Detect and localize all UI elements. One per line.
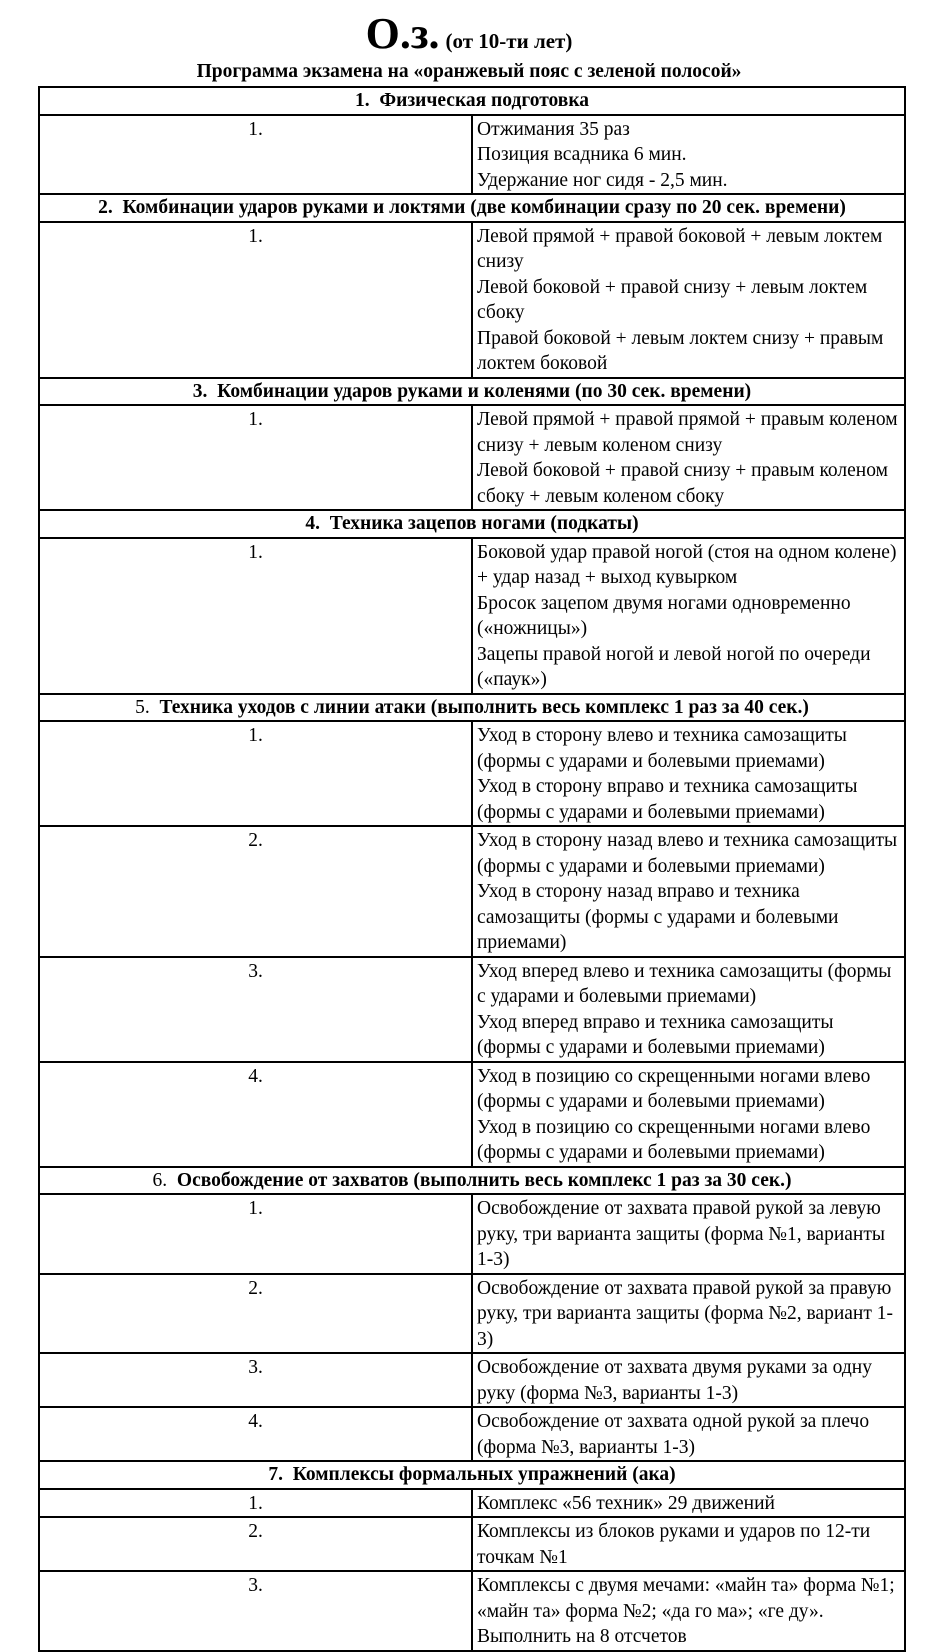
item-line: Уход вперед вправо и техника самозащиты (формы с ударами и болевыми приемами) [477, 1011, 834, 1058]
exam-program-table [38, 86, 906, 1652]
item-number: 1. [39, 721, 472, 826]
section-header-row [39, 694, 905, 722]
item-number: 1. [39, 1489, 472, 1518]
table-row [39, 721, 905, 826]
item-line: Уход в сторону назад вправо и техника самозащиты (формы с ударами и болевыми приемами) [477, 881, 839, 953]
item-line: Уход в сторону назад влево и техника самозащиты (формы с ударами и болевыми приемами) [477, 830, 898, 877]
item-text [472, 721, 905, 826]
section-header-row [39, 87, 905, 115]
table-row [39, 538, 905, 694]
section-header [39, 1461, 905, 1489]
section-header-row [39, 1167, 905, 1195]
item-line: Освобождение от захвата правой рукой за правую руку, три варианта защиты (форма №2, вариант 1-3) [477, 1277, 893, 1350]
item-number: 4. [39, 1062, 472, 1167]
item-line: Освобождение от захвата двумя руками за одну руку (форма №3, варианты 1-3) [477, 1357, 872, 1404]
item-text [472, 1353, 905, 1407]
item-line: Комплекс «56 техник» 29 движений [477, 1492, 775, 1514]
section-title: Техника зацепов ногами (подкаты) [329, 513, 639, 534]
item-number: 1. [39, 115, 472, 195]
section-number: 2. [98, 197, 113, 218]
section-title: Освобождение от захватов (выполнить весь комплекс 1 раз за 30 сек.) [176, 1169, 792, 1191]
section-header [39, 1167, 905, 1195]
table-row [39, 957, 905, 1062]
section-header-row [39, 510, 905, 538]
section-header [39, 694, 905, 722]
section-number: 5. [135, 696, 150, 718]
section-header [39, 378, 905, 406]
section-header [39, 194, 905, 222]
table-row [39, 1517, 905, 1571]
item-line: Правой боковой + левым локтем снизу + правым локтем боковой [477, 327, 884, 374]
table-row [39, 1489, 905, 1518]
table-row [39, 115, 905, 195]
item-line: Освобождение от захвата одной рукой за плечо (форма №3, варианты 1-3) [477, 1411, 870, 1458]
item-number: 2. [39, 1274, 472, 1354]
item-text [472, 222, 905, 378]
table-row [39, 1194, 905, 1274]
item-text [472, 1407, 905, 1461]
section-number: 7. [268, 1464, 283, 1485]
item-line: Бросок зацепом двумя ногами одновременно («ножницы») [477, 592, 851, 639]
item-number: 3. [39, 1571, 472, 1651]
item-text [472, 1517, 905, 1571]
item-line: Уход в сторону вправо и техника самозащиты (формы с ударами и болевыми приемами) [477, 776, 858, 823]
section-title: Комбинации ударов руками и локтями (две комбинации сразу по 20 сек. времени) [122, 197, 846, 218]
age-note: (от 10-ти лет) [445, 29, 573, 53]
item-number: 1. [39, 222, 472, 378]
section-number: 6. [152, 1169, 168, 1191]
item-line: Уход в сторону влево и техника самозащиты (формы с ударами и болевыми приемами) [477, 725, 847, 772]
item-text [472, 1571, 905, 1651]
document-header [0, 8, 938, 60]
item-text [472, 1194, 905, 1274]
item-line: Зацепы правой ногой и левой ногой по очереди («паук») [477, 643, 871, 690]
section-title: Физическая подготовка [379, 90, 590, 111]
item-text [472, 538, 905, 694]
item-text [472, 1062, 905, 1167]
item-line: Левой боковой + правой снизу + правым коленом сбоку + левым коленом сбоку [477, 460, 888, 507]
table-row [39, 405, 905, 510]
document-title: О.з. [365, 9, 440, 58]
item-number: 2. [39, 1517, 472, 1571]
item-text [472, 1489, 905, 1518]
table-row [39, 1274, 905, 1354]
section-header-row [39, 1461, 905, 1489]
item-line: Уход вперед влево и техника самозащиты (формы с ударами и болевыми приемами) [477, 960, 892, 1007]
item-line: Комплексы из блоков руками и ударов по 12-ти точкам №1 [477, 1521, 871, 1568]
item-number: 4. [39, 1407, 472, 1461]
section-header-row [39, 194, 905, 222]
section-number: 1. [354, 90, 370, 111]
item-number: 1. [39, 405, 472, 510]
item-number: 2. [39, 826, 472, 957]
item-text [472, 405, 905, 510]
document-subtitle: Программа экзамена на «оранжевый пояс с зеленой полосой» [196, 61, 742, 82]
section-number: 3. [192, 380, 208, 402]
program-table-body [39, 87, 905, 1651]
item-line: Позиция всадника 6 мин. [477, 144, 687, 165]
item-line: Уход в позицию со скрещенными ногами влево (формы с ударами и болевыми приемами) [477, 1065, 871, 1112]
table-row [39, 826, 905, 957]
table-row [39, 222, 905, 378]
section-title: Техника уходов с линии атаки (выполнить весь комплекс 1 раз за 40 сек.) [159, 696, 809, 718]
item-number: 1. [39, 1194, 472, 1274]
item-line: Боковой удар правой ногой (стоя на одном колене) + удар назад + выход кувырком [477, 541, 897, 588]
item-line: Уход в позицию со скрещенными ногами влево (формы с ударами и болевыми приемами) [477, 1116, 871, 1163]
section-number: 4. [305, 513, 320, 534]
item-line: Освобождение от захвата правой рукой за левую руку, три варианта защиты (форма №1, варианты 1-3) [477, 1198, 885, 1270]
section-header [39, 510, 905, 538]
item-line: Комплексы с двумя мечами: «майн та» форма №1; «майн та» форма №2; «да го ма»; «ге ду». Выполнить на 8 отсчетов [477, 1575, 895, 1647]
item-line: Отжимания 35 раз [477, 118, 630, 140]
item-text [472, 1274, 905, 1354]
item-line: Удержание ног сидя - 2,5 мин. [477, 169, 728, 191]
section-header-row [39, 378, 905, 406]
item-number: 1. [39, 538, 472, 694]
item-text [472, 826, 905, 957]
item-line: Левой прямой + правой боковой + левым локтем снизу [477, 225, 883, 272]
item-line: Левой прямой + правой прямой + правым коленом снизу + левым коленом снизу [477, 409, 898, 456]
section-title: Комбинации ударов руками и коленями (по 30 сек. времени) [217, 380, 752, 402]
table-row [39, 1353, 905, 1407]
item-text [472, 115, 905, 195]
table-row [39, 1407, 905, 1461]
section-header [39, 87, 905, 115]
item-number: 3. [39, 1353, 472, 1407]
item-number: 3. [39, 957, 472, 1062]
item-text [472, 957, 905, 1062]
item-line: Левой боковой + правой снизу + левым локтем сбоку [477, 276, 868, 323]
table-row [39, 1571, 905, 1651]
section-title: Комплексы формальных упражнений (ака) [292, 1464, 676, 1485]
table-row [39, 1062, 905, 1167]
